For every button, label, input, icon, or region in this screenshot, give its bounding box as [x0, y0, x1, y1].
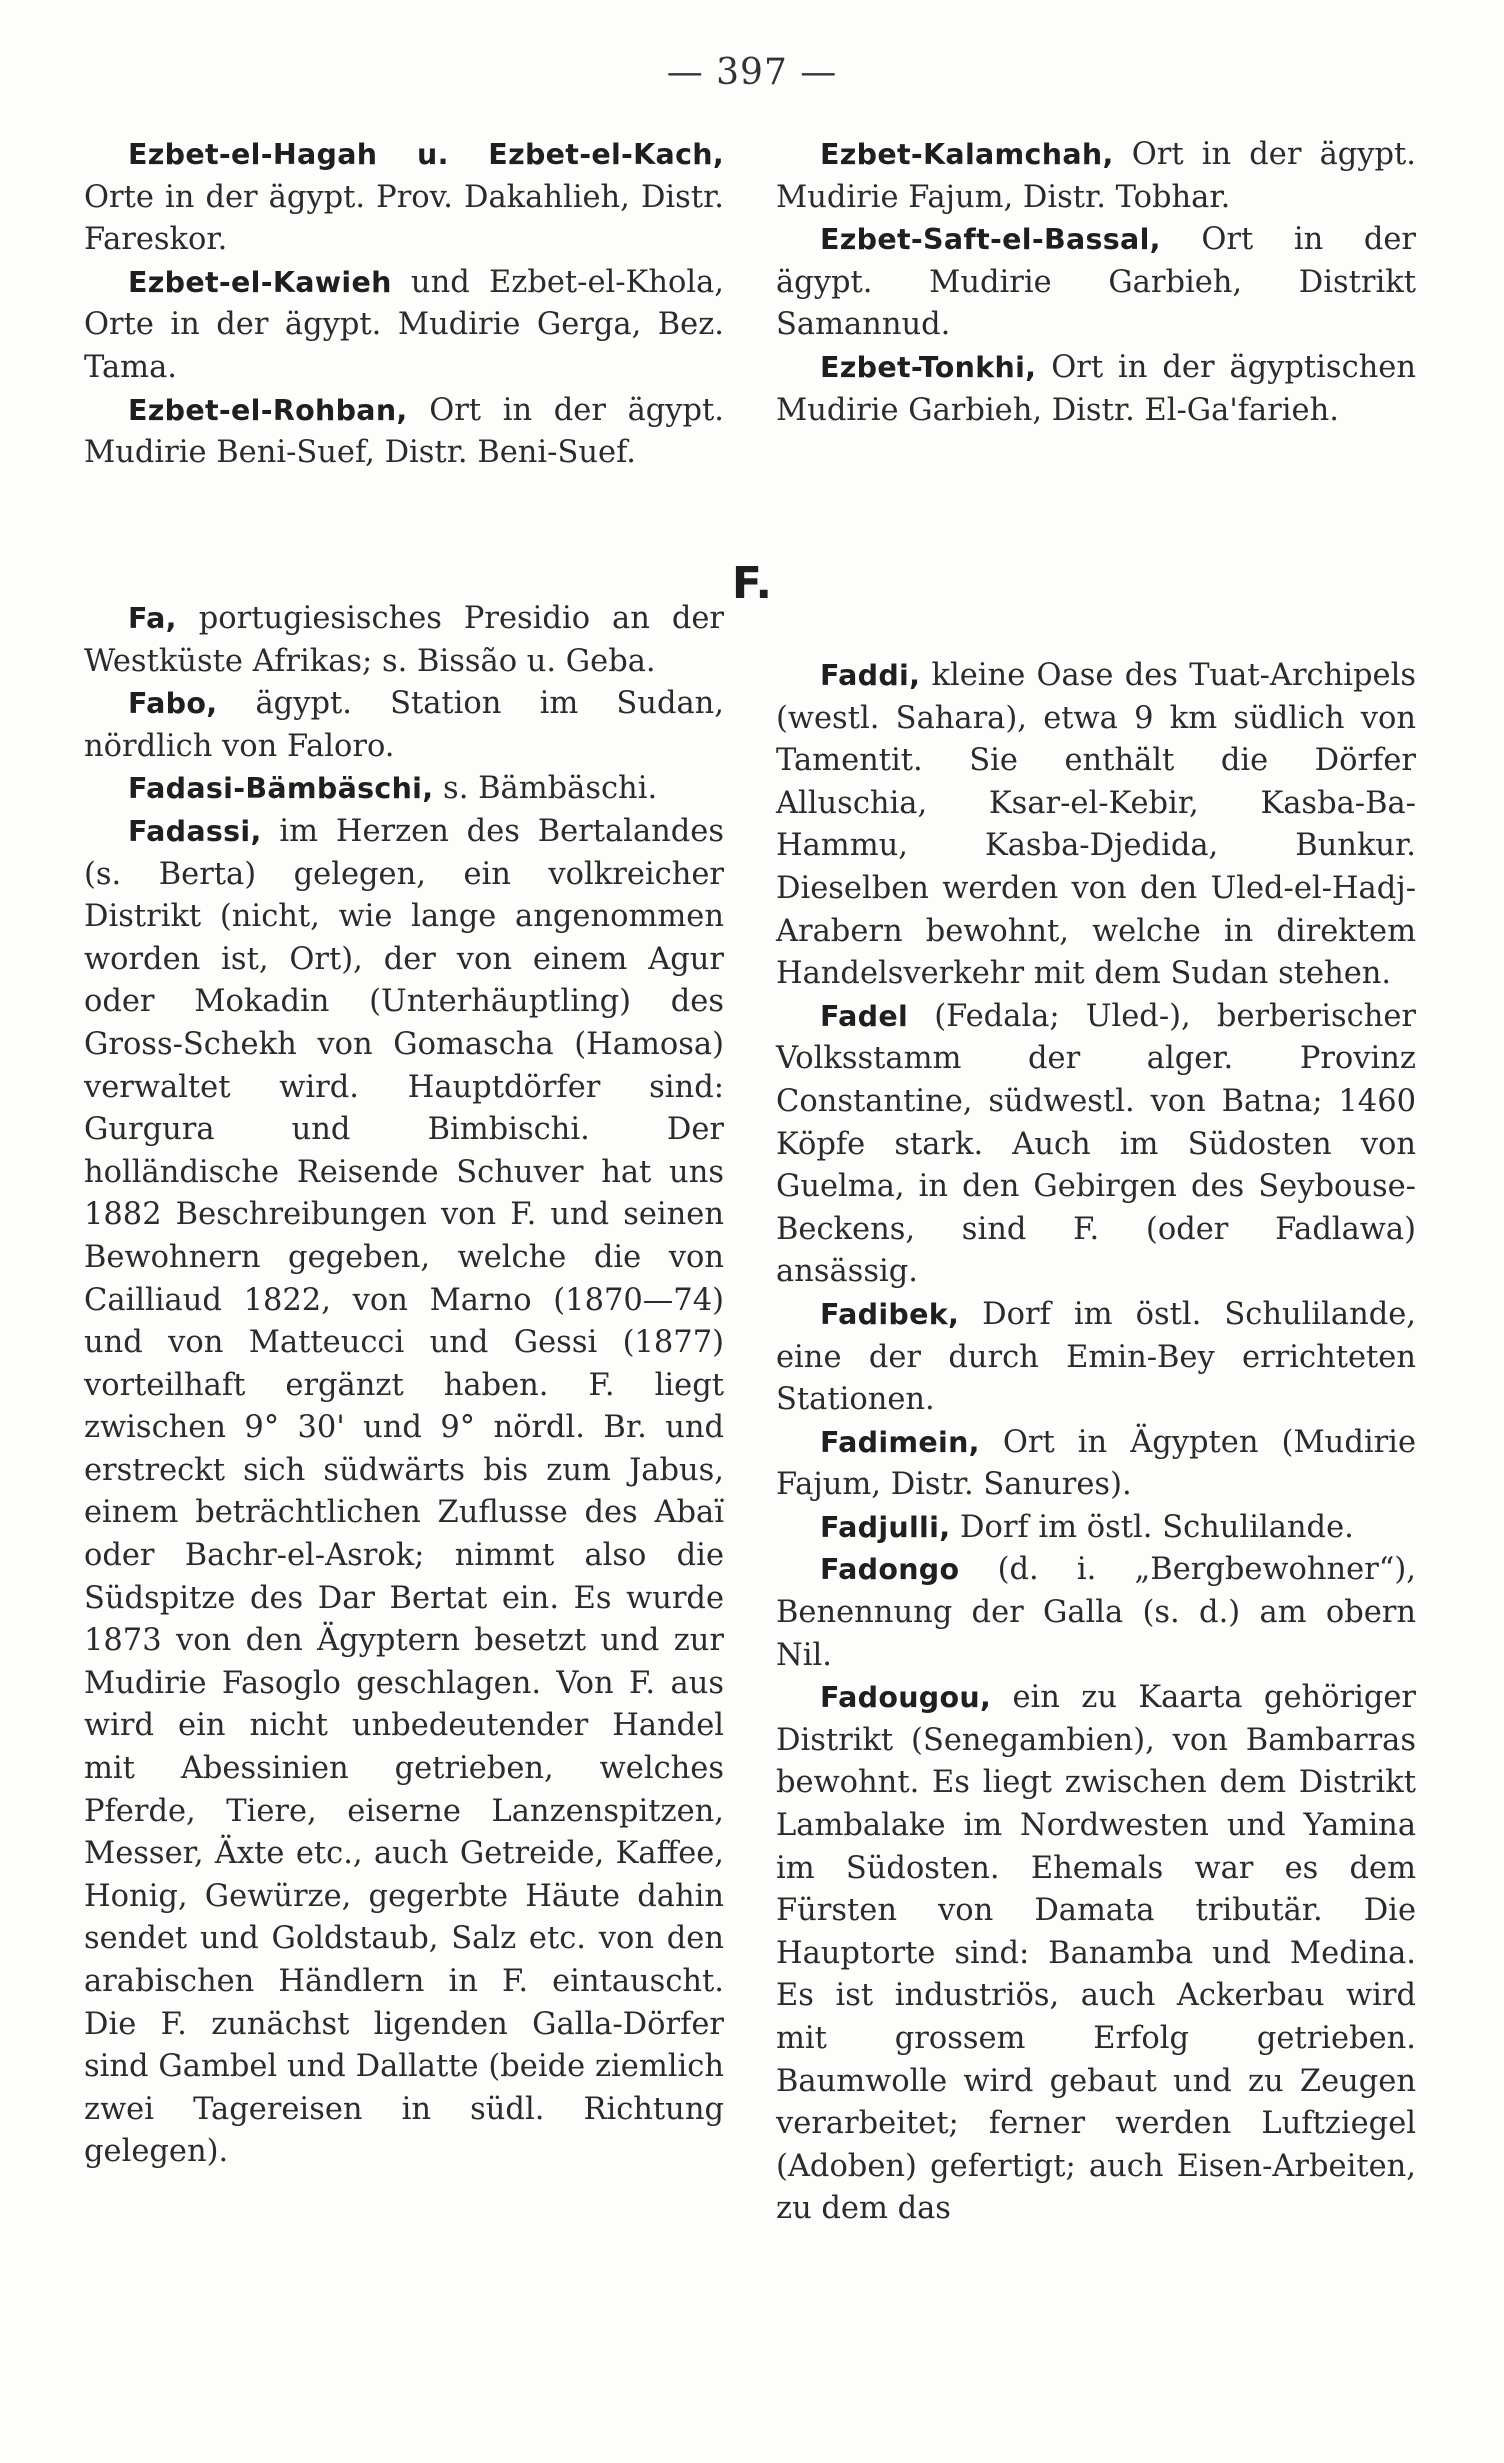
entry-headword: Fadassi, — [128, 814, 262, 848]
dictionary-entry — [776, 134, 1416, 219]
entry-text: im Herzen des Bertalandes (s. Berta) gelegen, ein volkreicher Distrikt (nicht, wie lange angenommen worden ist, Ort), der von einem Agur oder Mokadin (Unterhäuptling) des Gross-Schekh von Gomascha (Hamosa) verwaltet wird. Hauptdörfer sind: Gurgura und Bimbischi. Der holländische Reisende Schuver hat uns 1882 Beschreibungen von F. und seinen Bewohnern gegeben, welche die von Cailliaud 1822, von Marno (1870—74) und von Matteucci und Gessi (1877) vorteilhaft ergänzt haben. F. liegt zwischen 9° 30' und 9° nördl. Br. und erstreckt sich südwärts bis zum Jabus, einem beträchtlichen Zuflusse des Abaï oder Bachr-el-Asrok; nimmt also die Südspitze des Dar Bertat ein. Es wurde 1873 von den Ägyptern besetzt und zur Mudirie Fasoglo geschlagen. Von F. aus wird ein nicht unbedeutender Handel mit Abessinien getrieben, welches Pferde, Tiere, eiserne Lanzenspitzen, Messer, Äxte etc., auch Getreide, Kaffee, Honig, Gewürze, gegerbte Häute dahin sendet und Goldstaub, Salz etc. von den arabischen Händlern in F. eintauscht. Die F. zunächst ligenden Galla-Dörfer sind Gambel und Dallatte (beide ziemlich zwei Tagereisen in südl. Richtung gelegen). — [84, 813, 724, 2170]
column-left-bottom — [84, 598, 724, 2174]
entry-headword: Ezbet-el-Rohban, — [128, 393, 408, 427]
entry-text: Orte in der ägypt. Prov. Dakahlieh, Distr. Fareskor. — [84, 179, 724, 258]
dictionary-entry — [776, 1294, 1416, 1422]
entry-headword: Fadjulli, — [820, 1510, 951, 1544]
entry-headword: Fadongo — [820, 1553, 960, 1587]
entry-text: Dorf im östl. Schulilande. — [950, 1509, 1354, 1545]
entry-text: ein zu Kaarta gehöriger Distrikt (Senegambien), von Bambarras bewohnt. Es liegt zwischen dem Distrikt Lambalake im Nordwesten und Yamina im Südosten. Ehemals war es dem Fürsten von Damata tributär. Die Hauptorte sind: Banamba und Medina. Es ist industriös, auch Ackerbau wird mit grossem Erfolg getrieben. Baumwolle wird gebaut und zu Zeugen verarbeitet; ferner werden Luftziegel (Adoben) gefertigt; auch Eisen-Arbeiten, zu dem das — [776, 1680, 1416, 2227]
dictionary-entry — [84, 262, 724, 390]
entry-headword: Ezbet-Tonkhi, — [820, 350, 1037, 384]
entry-headword: Fadibek, — [820, 1297, 960, 1331]
column-left-top — [84, 134, 724, 475]
entry-headword: Ezbet-el-Kawieh — [128, 265, 392, 299]
column-right-bottom — [776, 655, 1416, 2231]
dictionary-entry — [776, 1507, 1416, 1550]
dictionary-entry — [776, 1422, 1416, 1507]
entry-headword: Faddi, — [820, 659, 921, 692]
dictionary-entry — [84, 811, 724, 2174]
entry-headword: Ezbet-el-Hagah u. Ezbet-el-Kach, — [128, 138, 724, 171]
page-number: — 397 — — [666, 52, 838, 93]
dictionary-entry — [776, 1549, 1416, 1677]
entry-text: und Ezbet-el-Khola, Orte in der ägypt. Mudirie Gerga, Bez. Tama. — [84, 264, 724, 385]
entry-text: (d. i. „Bergbewohner“), Benennung der Galla (s. d.) am obern Nil. — [776, 1552, 1416, 1673]
dictionary-entry — [84, 134, 724, 262]
section-letter: F. — [731, 558, 773, 609]
dictionary-entry — [776, 996, 1416, 1294]
entry-text: Ort in Ägypten (Mudirie Fajum, Distr. Sanures). — [776, 1424, 1416, 1503]
dictionary-entry — [84, 390, 724, 475]
entry-text: Ort in der ägyptischen Mudirie Garbieh, Distr. El-Ga'farieh. — [776, 349, 1416, 428]
dictionary-entry — [84, 598, 724, 683]
dictionary-entry — [776, 655, 1416, 996]
entry-headword: Ezbet-Kalamchah, — [820, 138, 1114, 171]
dictionary-entry — [776, 347, 1416, 432]
entry-text: kleine Oase des Tuat-Archipels (westl. Sahara), etwa 9 km südlich von Tamentit. Sie enthält die Dörfer Alluschia, Ksar-el-Kebir, Kasba-Ba-Hammu, Kasba-Djedida, Bunkur. Dieselben werden von den Uled-el-Hadj-Arabern bewohnt, welche in direktem Handelsverkehr mit dem Sudan stehen. — [776, 658, 1416, 992]
entry-text: ägypt. Station im Sudan, nördlich von Faloro. — [84, 686, 724, 764]
entry-headword: Fadimein, — [820, 1425, 980, 1459]
dictionary-entry — [84, 768, 724, 811]
entry-headword: Fa, — [128, 602, 177, 635]
entry-text: Ort in der ägypt. Mudirie Garbieh, Distrikt Samannud. — [776, 222, 1416, 343]
entry-text: Dorf im östl. Schulilande, eine der durch Emin-Bey errichteten Stationen. — [776, 1296, 1416, 1418]
entry-text: portugiesisches Presidio an der Westküste Afrikas; s. Bissão u. Geba. — [84, 601, 724, 679]
entry-headword: Fabo, — [128, 687, 218, 721]
entry-headword: Fadasi-Bämbäschi, — [128, 772, 434, 806]
dictionary-entry — [776, 219, 1416, 347]
entry-text: Ort in der ägypt. Mudirie Fajum, Distr. Tobhar. — [776, 137, 1416, 215]
entry-text: (Fedala; Uled-), berberischer Volksstamm der alger. Provinz Constantine, südwestl. von Batna; 1460 Köpfe stark. Auch im Südosten von Guelma, in den Gebirgen des Seybouse-Beckens, sind F. (oder Fadlawa) ansässig. — [776, 998, 1416, 1290]
entry-headword: Fadougou, — [820, 1681, 992, 1715]
dictionary-entry — [84, 683, 724, 768]
entry-headword: Fadel — [820, 999, 909, 1033]
entry-text: Ort in der ägypt. Mudirie Beni-Suef, Distr. Beni-Suef. — [84, 392, 724, 471]
column-right-top — [776, 134, 1416, 432]
entry-text: s. Bämbäschi. — [433, 771, 658, 807]
entry-headword: Ezbet-Saft-el-Bassal, — [820, 223, 1161, 257]
dictionary-entry — [776, 1677, 1416, 2231]
